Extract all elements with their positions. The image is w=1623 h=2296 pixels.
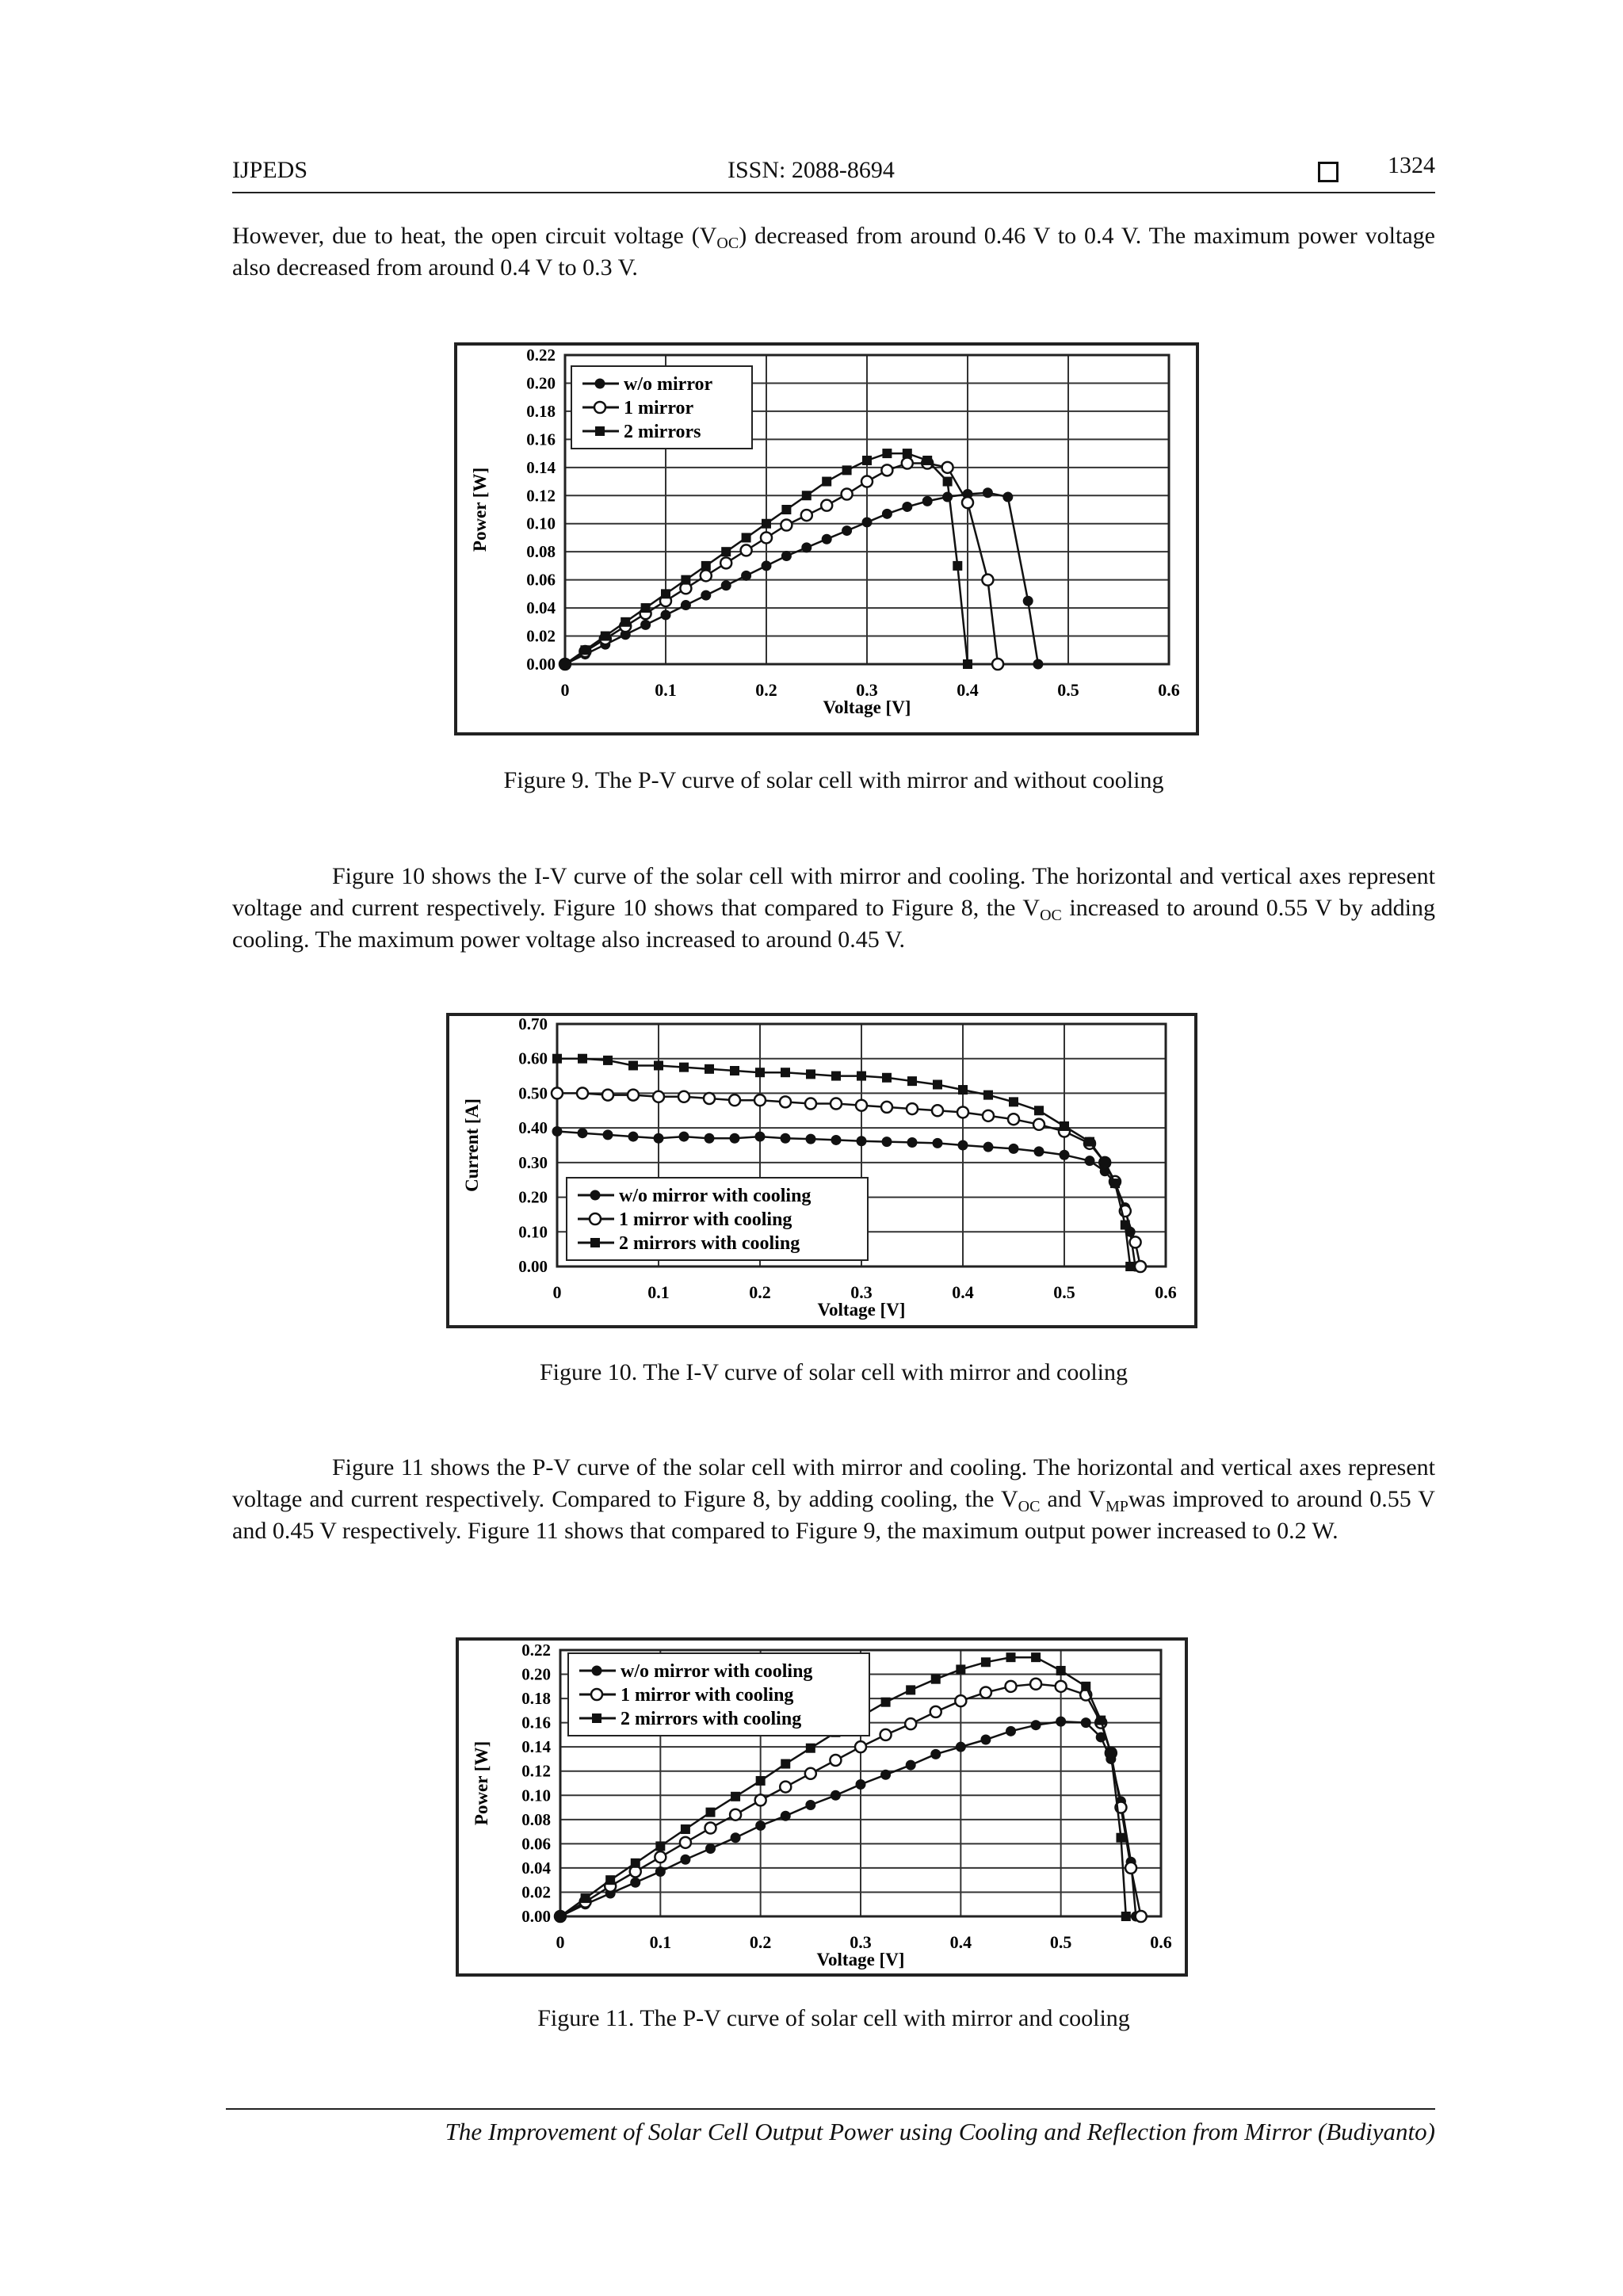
data-point xyxy=(754,1095,766,1106)
data-point xyxy=(942,462,953,473)
data-point xyxy=(552,1087,563,1098)
data-point xyxy=(581,1893,590,1903)
data-point xyxy=(731,1792,740,1801)
x-axis-label: Voltage [V] xyxy=(816,1950,905,1969)
data-point xyxy=(806,1134,816,1144)
data-point xyxy=(655,1851,666,1862)
data-point xyxy=(907,1137,918,1148)
data-point xyxy=(681,600,691,610)
data-point xyxy=(721,547,731,556)
data-point xyxy=(933,1138,943,1148)
y-tick-label: 0.12 xyxy=(521,1761,551,1781)
data-point xyxy=(1116,1833,1125,1843)
data-point xyxy=(963,659,972,669)
data-point xyxy=(982,575,993,586)
x-tick-label: 0.1 xyxy=(647,1282,670,1302)
square-icon xyxy=(1318,162,1338,182)
y-tick-label: 0.30 xyxy=(518,1152,548,1172)
running-header xyxy=(232,154,1435,193)
data-point xyxy=(980,1687,991,1698)
data-point xyxy=(781,505,791,514)
journal-name: IJPEDS xyxy=(232,157,308,183)
data-point xyxy=(704,1093,715,1104)
x-tick-label: 0.4 xyxy=(949,1932,972,1952)
data-point xyxy=(907,1076,917,1086)
data-point xyxy=(1006,1726,1016,1736)
y-tick-label: 0.14 xyxy=(526,457,556,477)
data-point xyxy=(922,456,932,465)
data-point xyxy=(1033,1119,1044,1130)
y-axis-label: Power [W] xyxy=(472,1740,491,1826)
y-tick-label: 0.16 xyxy=(526,430,556,449)
y-tick-label: 0.04 xyxy=(526,598,556,618)
data-point xyxy=(842,525,852,536)
y-tick-label: 0.20 xyxy=(521,1664,551,1684)
fig10-chart xyxy=(446,1013,1197,1328)
data-point xyxy=(831,1072,841,1081)
legend-label: 1 mirror with cooling xyxy=(619,1209,792,1230)
x-tick-label: 0 xyxy=(560,680,570,700)
data-point xyxy=(730,1066,739,1075)
data-point xyxy=(992,659,1003,670)
y-tick-label: 0.22 xyxy=(526,346,556,365)
data-point xyxy=(831,1135,842,1145)
data-point xyxy=(1100,1158,1109,1167)
data-point xyxy=(1081,1682,1090,1691)
data-point xyxy=(842,465,852,475)
data-point xyxy=(701,561,711,571)
figure-11 xyxy=(456,1637,1188,1977)
data-point xyxy=(981,1657,991,1667)
data-point xyxy=(742,533,751,542)
data-point xyxy=(830,1755,841,1766)
y-tick-label: 0.00 xyxy=(518,1257,548,1276)
x-tick-label: 0.5 xyxy=(1057,680,1079,700)
data-point xyxy=(603,1129,613,1140)
legend-marker xyxy=(594,402,605,413)
data-point xyxy=(705,1823,716,1834)
data-point xyxy=(578,1054,587,1064)
data-point xyxy=(1006,1681,1017,1692)
data-point xyxy=(955,1695,966,1706)
data-point xyxy=(755,1794,766,1805)
legend-marker xyxy=(590,1190,601,1201)
legend-marker xyxy=(595,379,605,389)
data-point xyxy=(805,1768,816,1779)
data-point xyxy=(1121,1912,1131,1921)
data-point xyxy=(862,456,872,465)
data-point xyxy=(1125,1262,1135,1271)
data-point xyxy=(880,1729,892,1740)
x-tick-label: 0.5 xyxy=(1049,1932,1072,1952)
data-point xyxy=(706,1808,716,1817)
x-tick-label: 0.3 xyxy=(856,680,878,700)
running-footer xyxy=(226,2108,1435,2146)
x-tick-label: 0.6 xyxy=(1155,1282,1177,1302)
data-point xyxy=(831,1098,842,1110)
data-point xyxy=(882,509,892,519)
data-point xyxy=(640,620,651,630)
data-point xyxy=(705,1133,715,1144)
x-axis-label: Voltage [V] xyxy=(817,1300,906,1320)
data-point xyxy=(729,1095,740,1106)
data-point xyxy=(1135,1261,1146,1272)
data-point xyxy=(805,1800,815,1810)
data-point xyxy=(661,609,671,620)
x-tick-label: 0 xyxy=(552,1282,562,1302)
data-point xyxy=(721,580,731,590)
x-tick-label: 0 xyxy=(556,1932,565,1952)
y-tick-label: 0.70 xyxy=(518,1014,548,1033)
legend-marker xyxy=(590,1213,601,1224)
data-point xyxy=(755,1068,765,1077)
data-point xyxy=(1023,596,1033,606)
data-point xyxy=(762,560,772,571)
data-point xyxy=(806,1744,815,1753)
y-tick-label: 0.04 xyxy=(521,1858,551,1878)
y-tick-label: 0.02 xyxy=(521,1882,551,1902)
data-point xyxy=(603,1056,613,1065)
x-tick-label: 0.1 xyxy=(649,1932,672,1952)
data-point xyxy=(956,1742,966,1752)
figure-9-caption: Figure 9. The P-V curve of solar cell with mirror and without cooling xyxy=(503,767,1164,793)
data-point xyxy=(983,1110,994,1121)
data-point xyxy=(552,1126,563,1137)
data-point xyxy=(802,491,812,500)
y-tick-label: 0.40 xyxy=(518,1118,548,1138)
data-point xyxy=(705,1843,716,1854)
data-point xyxy=(856,1100,867,1111)
data-point xyxy=(780,1782,791,1793)
data-point xyxy=(980,1735,991,1745)
data-point xyxy=(628,1060,638,1070)
data-point xyxy=(1121,1221,1130,1230)
data-point xyxy=(755,1820,766,1831)
legend-label: 2 mirrors xyxy=(624,422,701,442)
legend-label: 1 mirror xyxy=(624,398,694,418)
y-tick-label: 0.18 xyxy=(526,401,556,421)
legend-label: 2 mirrors with cooling xyxy=(619,1233,800,1254)
data-point xyxy=(781,1759,790,1769)
data-point xyxy=(1130,1236,1141,1247)
data-point xyxy=(922,496,933,506)
legend-marker xyxy=(592,1713,601,1723)
legend xyxy=(567,1178,868,1260)
data-point xyxy=(983,1142,994,1152)
x-tick-label: 0.6 xyxy=(1158,680,1180,700)
data-point xyxy=(943,477,953,487)
y-axis-label: Power [W] xyxy=(470,467,490,552)
legend-label: w/o mirror with cooling xyxy=(619,1186,812,1206)
data-point xyxy=(1085,1137,1094,1147)
data-point xyxy=(678,1091,689,1102)
x-tick-label: 0.2 xyxy=(749,1932,772,1952)
data-point xyxy=(932,1105,943,1116)
data-point xyxy=(730,1809,741,1820)
data-point xyxy=(962,497,973,508)
data-point xyxy=(641,603,651,613)
y-tick-label: 0.50 xyxy=(518,1083,548,1103)
data-point xyxy=(881,1698,891,1707)
data-point xyxy=(1008,1114,1019,1125)
data-point xyxy=(601,632,610,641)
legend xyxy=(571,366,752,449)
data-point xyxy=(1006,1652,1016,1662)
data-point xyxy=(556,1912,565,1921)
x-tick-label: 0.2 xyxy=(755,680,777,700)
data-point xyxy=(855,1741,866,1752)
figure-11-caption: Figure 11. The P-V curve of solar cell with mirror and cooling xyxy=(537,2005,1130,2031)
y-tick-label: 0.02 xyxy=(526,626,556,646)
data-point xyxy=(902,458,913,469)
data-point xyxy=(1096,1716,1106,1725)
data-point xyxy=(801,510,812,521)
legend-marker xyxy=(590,1238,600,1247)
data-point xyxy=(631,1859,640,1868)
data-point xyxy=(628,1132,639,1142)
x-tick-label: 0.4 xyxy=(957,680,979,700)
fig11-chart xyxy=(456,1637,1188,1977)
data-point xyxy=(905,1718,916,1729)
y-tick-label: 0.00 xyxy=(521,1907,551,1926)
data-point xyxy=(1085,1156,1095,1166)
data-point xyxy=(801,542,812,552)
data-point xyxy=(605,1875,615,1885)
legend-label: w/o mirror xyxy=(624,374,713,395)
data-point xyxy=(756,1776,766,1786)
data-point xyxy=(983,1091,993,1100)
data-point xyxy=(862,517,873,527)
data-point xyxy=(1056,1666,1066,1675)
y-tick-label: 0.12 xyxy=(526,486,556,506)
data-point xyxy=(654,1133,664,1144)
y-tick-label: 0.10 xyxy=(521,1786,551,1805)
y-tick-label: 0.06 xyxy=(526,570,556,590)
issn: ISSN: 2088-8694 xyxy=(727,157,895,183)
data-point xyxy=(755,1132,766,1142)
paragraph-figure-11: Figure 11 shows the P-V curve of the solar cell with mirror and cooling. The horizontal and vertical axes represent voltage and current respectively. Compared to Figure 8, by adding cooling, the $V_{OC}$ and $V_{MP}was$ improved to around 0.55 V and 0.45 V respectively. Figure 11 shows that compared to Figure 9, the maximum output power increased to 0.2 W. xyxy=(232,1454,1435,1544)
data-point xyxy=(1009,1097,1018,1106)
data-point xyxy=(906,1760,916,1771)
data-point xyxy=(983,487,993,498)
data-point xyxy=(881,464,892,476)
data-point xyxy=(701,570,712,581)
x-tick-label: 0.3 xyxy=(850,1932,872,1952)
data-point xyxy=(781,1811,791,1821)
data-point xyxy=(578,1128,588,1138)
data-point xyxy=(842,489,853,500)
data-point xyxy=(681,575,690,585)
data-point xyxy=(628,1090,639,1101)
data-point xyxy=(680,1855,690,1865)
data-point xyxy=(552,1054,562,1064)
data-point xyxy=(953,561,962,571)
x-tick-label: 0.2 xyxy=(749,1282,771,1302)
y-axis-label: Current [A] xyxy=(462,1098,482,1192)
data-point xyxy=(805,1098,816,1110)
data-point xyxy=(957,1106,968,1117)
legend-label: 2 mirrors with cooling xyxy=(621,1709,802,1729)
x-axis-label: Voltage [V] xyxy=(823,697,911,717)
data-point xyxy=(705,1064,714,1074)
data-point xyxy=(931,1675,941,1684)
data-point xyxy=(621,617,630,627)
x-tick-label: 0.6 xyxy=(1150,1932,1172,1952)
legend-marker xyxy=(591,1689,602,1700)
data-point xyxy=(580,645,590,655)
data-point xyxy=(653,1091,664,1102)
data-point xyxy=(861,476,873,487)
x-tick-label: 0.5 xyxy=(1053,1282,1075,1302)
legend-marker xyxy=(595,426,605,436)
data-point xyxy=(958,1085,968,1095)
legend xyxy=(568,1653,869,1736)
y-tick-label: 0.22 xyxy=(521,1641,551,1660)
data-point xyxy=(806,1069,815,1079)
data-point xyxy=(602,1090,613,1101)
data-point xyxy=(882,449,892,458)
data-point xyxy=(942,492,953,502)
data-point xyxy=(933,1080,942,1090)
x-tick-label: 0.1 xyxy=(655,680,677,700)
footer-title: The Improvement of Solar Cell Output Power using Cooling and Reflection from Mirror (Budiyanto) xyxy=(445,2118,1435,2145)
data-point xyxy=(907,1103,918,1114)
y-tick-label: 0.20 xyxy=(526,373,556,393)
data-point xyxy=(781,551,792,561)
y-tick-label: 0.18 xyxy=(521,1689,551,1709)
fig9-chart xyxy=(454,342,1199,735)
data-point xyxy=(956,1664,965,1674)
data-point xyxy=(560,659,570,669)
y-tick-label: 0.10 xyxy=(526,514,556,533)
legend-label: w/o mirror with cooling xyxy=(621,1661,813,1682)
data-point xyxy=(857,1072,866,1081)
data-point xyxy=(1110,1179,1120,1188)
paragraph-figure-10: Figure 10 shows the I-V curve of the solar cell with mirror and cooling. The horizontal and vertical axes represent voltage and current respectively. Figure 10 shows that compared to Figure 8, the $V_{OC}$ increased to around 0.55 V by adding cooling. The maximum power voltage also increased to around 0.45 V. xyxy=(232,863,1436,953)
figure-9 xyxy=(454,342,1199,735)
data-point xyxy=(661,589,670,598)
data-point xyxy=(1031,1720,1041,1730)
data-point xyxy=(1060,1121,1069,1131)
data-point xyxy=(1106,1748,1116,1758)
data-point xyxy=(701,590,711,601)
data-point xyxy=(741,544,752,556)
y-tick-label: 0.06 xyxy=(521,1834,551,1854)
page-number: 1324 xyxy=(1388,152,1435,178)
x-tick-label: 0.3 xyxy=(850,1282,873,1302)
data-point xyxy=(654,1060,663,1070)
data-point xyxy=(679,1132,689,1142)
data-point xyxy=(1034,1146,1044,1156)
data-point xyxy=(821,500,832,511)
data-point xyxy=(1136,1911,1147,1922)
data-point xyxy=(822,477,831,487)
data-point xyxy=(679,1063,689,1072)
x-tick-label: 0.4 xyxy=(952,1282,974,1302)
y-tick-label: 0.00 xyxy=(526,655,556,674)
data-point xyxy=(958,1140,968,1151)
data-point xyxy=(1060,1150,1070,1160)
data-point xyxy=(1056,1681,1067,1692)
y-tick-label: 0.16 xyxy=(521,1713,551,1733)
data-point xyxy=(681,1824,690,1834)
figure-10-caption: Figure 10. The I-V curve of solar cell with mirror and cooling xyxy=(539,1359,1128,1385)
data-point xyxy=(1034,1106,1044,1115)
legend-label: 1 mirror with cooling xyxy=(621,1685,794,1706)
data-point xyxy=(822,534,832,544)
data-point xyxy=(902,502,912,512)
data-point xyxy=(903,449,912,458)
y-tick-label: 0.60 xyxy=(518,1049,548,1068)
y-tick-label: 0.20 xyxy=(518,1187,548,1207)
data-point xyxy=(1030,1679,1041,1690)
data-point xyxy=(577,1087,588,1098)
data-point xyxy=(630,1878,640,1888)
y-tick-label: 0.08 xyxy=(521,1809,551,1829)
data-point xyxy=(780,1096,791,1107)
y-tick-label: 0.10 xyxy=(518,1222,548,1242)
data-point xyxy=(655,1841,665,1851)
data-point xyxy=(720,557,731,568)
data-point xyxy=(655,1866,666,1877)
data-point xyxy=(1009,1144,1019,1154)
data-point xyxy=(1125,1862,1136,1874)
data-point xyxy=(680,1837,691,1848)
data-point xyxy=(781,520,792,531)
data-point xyxy=(831,1790,841,1801)
y-tick-label: 0.14 xyxy=(521,1737,551,1757)
data-point xyxy=(880,1770,891,1780)
paragraph-voc-heat: However, due to heat, the open circuit voltage $(V_{OC})$ decreased from around 0.46 V to 0.4 V. The maximum power voltage also decreased from around 0.4 V to 0.3 V. xyxy=(232,223,1435,281)
data-point xyxy=(781,1068,790,1077)
data-point xyxy=(1031,1652,1041,1662)
data-point xyxy=(882,1073,892,1083)
y-tick-label: 0.08 xyxy=(526,542,556,562)
data-point xyxy=(730,1133,740,1144)
data-point xyxy=(930,1706,941,1717)
data-point xyxy=(882,1137,892,1147)
data-point xyxy=(1081,1717,1091,1728)
data-point xyxy=(762,519,771,529)
data-point xyxy=(781,1133,791,1144)
data-point xyxy=(731,1832,741,1843)
data-point xyxy=(930,1749,941,1759)
data-point xyxy=(1033,659,1043,670)
data-point xyxy=(881,1102,892,1113)
data-point xyxy=(856,1779,866,1790)
legend-marker xyxy=(592,1666,602,1676)
data-point xyxy=(1056,1717,1066,1727)
data-point xyxy=(857,1136,867,1146)
data-point xyxy=(906,1685,915,1694)
figure-10 xyxy=(446,1013,1197,1328)
data-point xyxy=(1002,492,1013,502)
data-point xyxy=(741,571,751,581)
data-point xyxy=(761,532,772,543)
